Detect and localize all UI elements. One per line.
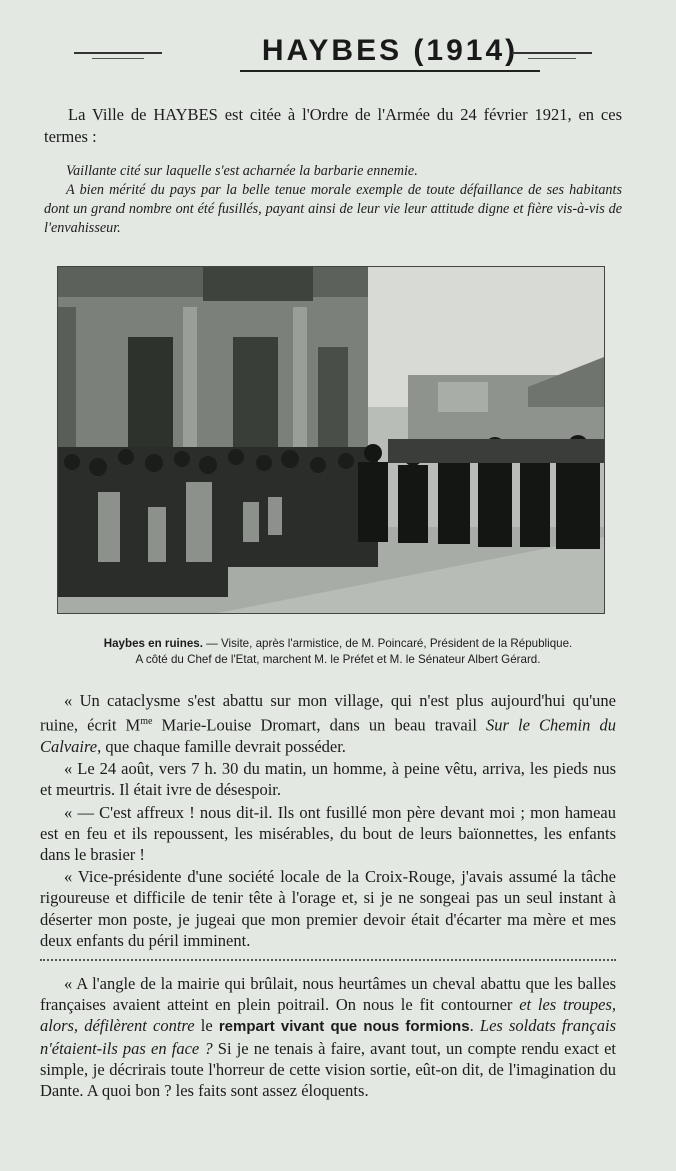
photograph: [57, 266, 605, 614]
p1-part-c: , que chaque famille devrait posséder.: [97, 736, 346, 756]
p5-part-f: Si je ne tenais à faire, avant tout, un compte rendu exact et simple, je décrirais toute l'horreur de cette vision sortie, eût-on dit, de l'imagination du Dante. A quoi bon ? les faits sont assez éloquents.: [40, 1038, 616, 1100]
intro-paragraph: La Ville de HAYBES est citée à l'Ordre de l'Armée du 24 février 1921, en ces termes :: [44, 105, 622, 146]
paragraph-4: « Vice-présidente d'une société locale de la Croix-Rouge, j'avais assumé la tâche rigoureuse et difficile de tenir tête à l'orage et, si je ne songeai pas un seul instant à déserter mon poste, je jugeai que mon premier devoir était d'écarter ma mère et mes deux enfants du péril imminent.: [40, 867, 616, 950]
dotted-separator: [40, 959, 616, 961]
caption-rest: — Visite, après l'armistice, de M. Poincaré, Président de la République.: [202, 637, 573, 650]
body-text: [40, 690, 616, 1101]
p5-part-b: et les troupes, alors, défilèrent contre: [40, 995, 617, 1036]
caption-lead: Haybes en ruines.: [103, 637, 203, 650]
p1-part-b: Marie-Louise Dromart, dans un beau travail: [152, 715, 487, 735]
page-title: HAYBES (1914): [240, 34, 540, 72]
p5-bold: rempart vivant que nous formions: [218, 1018, 470, 1036]
book-title: Sur le Chemin du Calvaire: [40, 715, 616, 756]
p5-part-a: « A l'angle de la mairie qui brûlait, nous heurtâmes un cheval abattu que les balles françaises avaient atteint en plein poitrail. On nous le fit contourner: [40, 973, 616, 1015]
p1-part-a: « Un cataclysme s'est abattu sur mon village, qui n'est plus aujourd'hui qu'une ruine, écrit M: [40, 691, 616, 735]
p1-sup: me: [140, 716, 153, 728]
photo-caption: [40, 636, 636, 668]
ornament-right: [512, 48, 592, 64]
caption-line-2: A côté du Chef de l'Etat, marchent M. le Préfet et M. le Sénateur Albert Gérard.: [135, 653, 541, 666]
citation-line-2: A bien mérité du pays par la belle tenue morale exemple de toute défaillance de ses habitants dont un grand nombre ont été fusillés, payant ainsi de leur vie leur attitude digne et fière vis-à-vis de l'envahisseur.: [44, 182, 622, 236]
paragraph-5: [40, 973, 616, 1101]
ornament-left: [74, 48, 162, 64]
army-citation: [44, 162, 622, 238]
p5-part-c: le: [194, 1016, 219, 1036]
citation-line-1: Vaillante cité sur laquelle s'est acharnée la barbarie ennemie.: [66, 163, 418, 179]
p5-part-d: .: [469, 1016, 480, 1036]
paragraph-1: [40, 690, 616, 757]
p5-part-e: Les soldats français n'étaient-ils pas en face ?: [40, 1016, 617, 1058]
title-row: [60, 34, 616, 84]
caption-line-1: [40, 636, 636, 652]
photograph-icon: [58, 267, 604, 613]
paragraph-3: « — C'est affreux ! nous dit-il. Ils ont fusillé mon père devant moi ; mon hameau est en feu et ils repoussent, les misérables, du bout de leurs baïonnettes, les enfants dans le brasier !: [40, 802, 616, 864]
paragraph-2: « Le 24 août, vers 7 h. 30 du matin, un homme, à peine vêtu, arriva, les pieds nus et meurtris. Il était ivre de désespoir.: [40, 759, 616, 800]
